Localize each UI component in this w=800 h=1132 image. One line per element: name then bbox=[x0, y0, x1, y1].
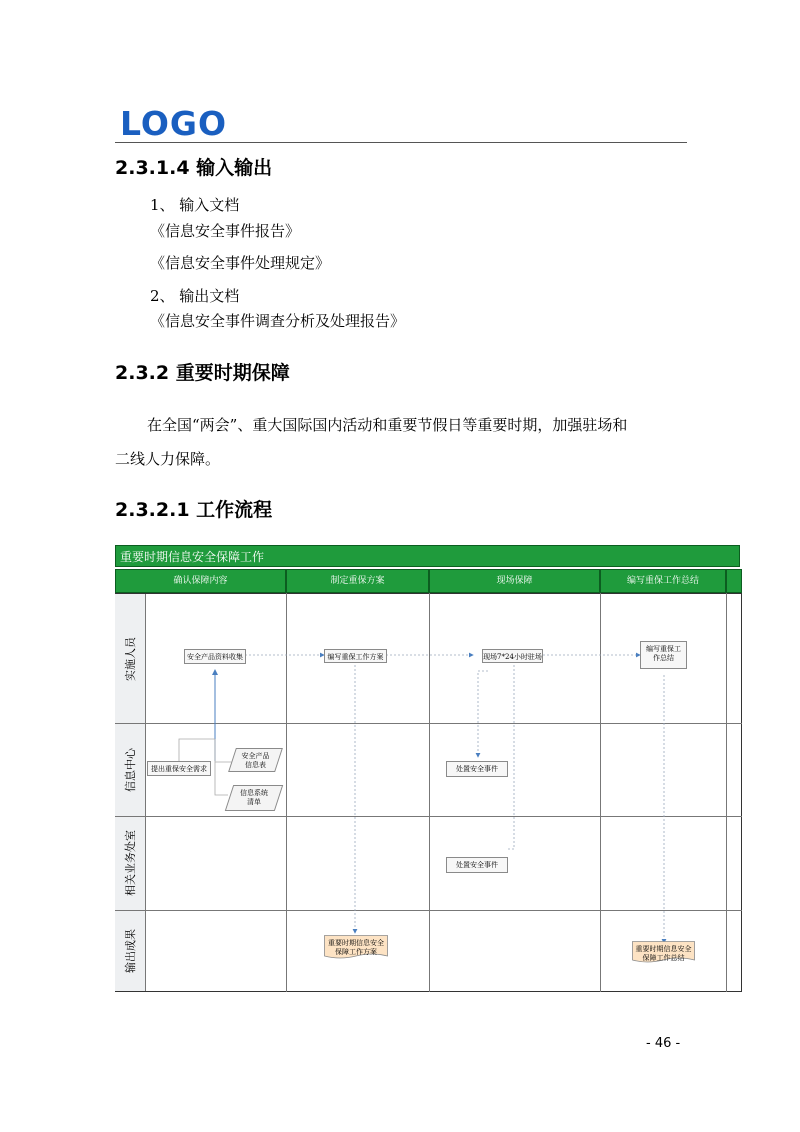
list-item: 1、 输入文档 bbox=[150, 196, 240, 214]
list-item: 2、 输出文档 bbox=[150, 287, 240, 305]
output-plan-doc: 重要时期信息安全 保障工作方案 bbox=[324, 935, 388, 961]
flowchart-title: 重要时期信息安全保障工作 bbox=[115, 545, 740, 567]
section-heading: 2.3.1.4 输入输出 bbox=[115, 157, 273, 179]
column-header: 编写重保工作总结 bbox=[600, 569, 726, 593]
handle-event-node: 处置安全事件 bbox=[446, 857, 508, 873]
lane-label: 实施人员 bbox=[115, 594, 146, 723]
product-info-node: 安全产品 信息表 bbox=[232, 748, 279, 772]
section-heading: 2.3.2.1 工作流程 bbox=[115, 499, 273, 521]
lane-label: 信息中心 bbox=[115, 723, 146, 816]
collect-node: 安全产品资料收集 bbox=[184, 649, 246, 664]
logo: LOGO bbox=[120, 104, 228, 143]
handle-event-node: 处置安全事件 bbox=[446, 761, 508, 777]
list-item: 《信息安全事件报告》 bbox=[150, 222, 301, 240]
column-header: 现场保障 bbox=[429, 569, 600, 593]
paragraph-line: 二线人力保障。 bbox=[115, 450, 221, 468]
header-rule bbox=[115, 142, 687, 143]
plan-node: 编写重保工作方案 bbox=[324, 649, 387, 663]
onsite-node: 现场7*24小时驻场 bbox=[482, 649, 543, 663]
swimlane-flowchart bbox=[115, 545, 742, 992]
list-item: 《信息安全事件处理规定》 bbox=[150, 254, 331, 272]
column-header: 制定重保方案 bbox=[286, 569, 429, 593]
summary-node: 编写重保工 作总结 bbox=[640, 641, 687, 669]
section-heading: 2.3.2 重要时期保障 bbox=[115, 362, 290, 384]
column-header: 确认保障内容 bbox=[115, 569, 286, 593]
system-list-node: 信息系统 清单 bbox=[229, 785, 279, 811]
request-node: 提出重保安全需求 bbox=[147, 761, 211, 776]
paragraph-line: 在全国“两会”、重大国际国内活动和重要节假日等重要时期，加强驻场和 bbox=[147, 416, 628, 434]
output-summary-doc: 重要时期信息安全 保障工作总结 bbox=[632, 941, 695, 965]
lane-label: 输出成果 bbox=[115, 910, 146, 991]
lane-label: 相关业务处室 bbox=[115, 816, 146, 910]
list-item: 《信息安全事件调查分析及处理报告》 bbox=[150, 312, 406, 330]
page-number: - 46 - bbox=[646, 1036, 681, 1051]
